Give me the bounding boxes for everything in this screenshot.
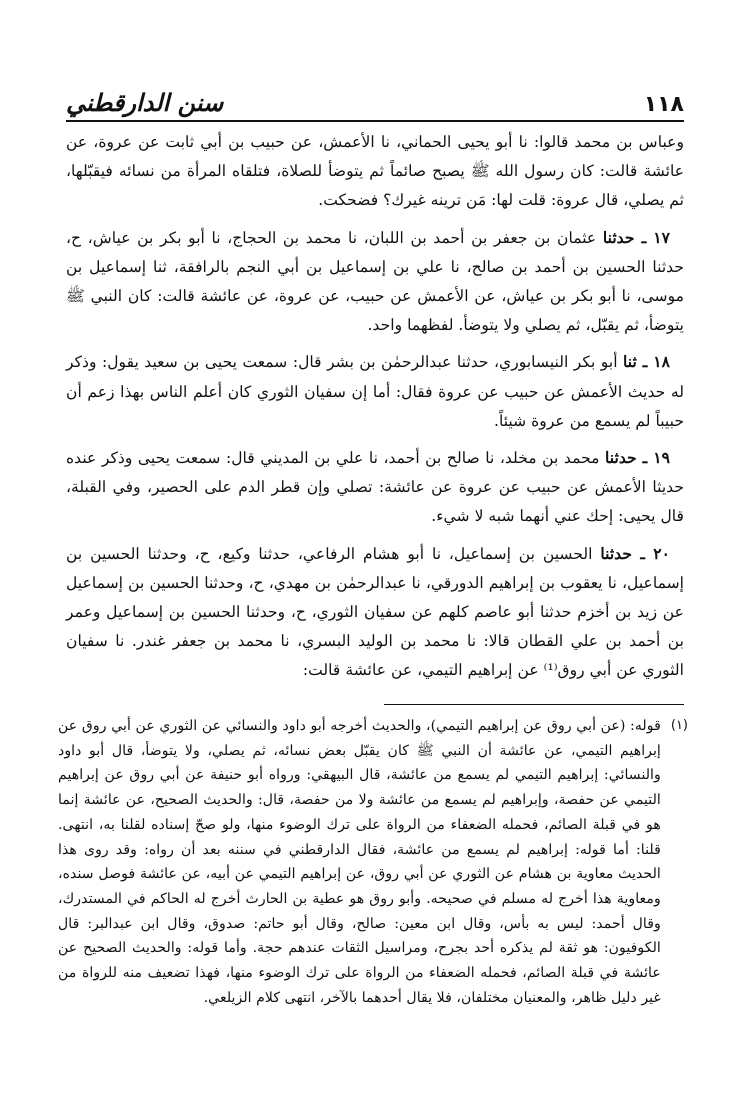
footnotes [58,714,688,1010]
paragraph-text: وعباس بن محمد قالوا: نا أبو يحيى الحماني، نا الأعمش، عن حبيب بن أبي ثابت عن عروة، عن عائشة قالت: كان رسول الله ﷺ يصبح صائماً ثم يتوضأ للصلاة، فتلقاه المرأة من نسائه فيقبّلها، ثم يصلي، قال عروة: قلت لها: مَن ترينه غيرك؟ فضحكت. [66,133,684,210]
hadith-number: ١٨ ـ ثنا [623,352,670,372]
paragraph-text: محمد بن مخلد، نا صالح بن أحمد، نا علي بن المديني قال: سمعت يحيى وذكر عنده حديثا الأعمش عن حبيب عن عروة عن عائشة: تصلي وإن قطر الدم على الحصير، وفي القبلة، قال يحيى: إحك عني أنهما شبه لا شيء. [66,449,684,526]
hadith-number: ١٧ ـ حدثنا [602,227,670,247]
paragraph-text: أبو بكر النيسابوري، حدثنا عبدالرحمٰن بن بشر قال: سمعت يحيى بن سعيد يقول: وذكر له حديث الأعمش عن حبيب عن عروة فقال: أما إن سفيان الثوري كان أعلم الناس بهذا زعم أن حبيباً لم يسمع من عروة شيئاً. [66,353,684,430]
page-number: ١١٨ [643,92,684,117]
hadith-17 [66,223,684,341]
footnote-1 [58,714,688,1010]
paragraph-text: عثمان بن جعفر بن أحمد بن اللبان، نا محمد بن الحجاج، نا أبو بكر بن عياش، ح، حدثنا الحسين بن أحمد بن صالح، نا علي بن إسماعيل بن أبي النجم بالرافقة، ثنا إسماعيل بن موسى، نا أبو بكر بن عياش، عن الأعمش عن حبيب، عن عروة، عن عائشة قالت: كان النبي ﷺ يتوضأ، ثم يقبّل، ثم يصلي ولا يتوضأ. لفظهما واحد. [66,228,684,335]
paragraph-continuation [66,128,684,216]
hadith-19 [66,443,684,532]
footnote-marker: (١) [670,718,688,733]
main-text [66,128,684,693]
running-title: سنن الدارقطني [66,88,224,117]
footnote-text: قوله: (عن أبي روق عن إبراهيم التيمي)، والحديث أخرجه أبو داود والنسائي عن الثوري عن أبي روق عن إبراهيم التيمي، عن عائشة أن النبي ﷺ كان يقبّل بعض نسائه، ثم يصلي، ولا يتوضأ، قال أبو داود والنسائي: إبراهيم التيمي لم يسمع من عائشة، قال البيهقي: ورواه أبو حنيفة عن أبي روق عن إبراهيم التيمي عن حفصة، وإبراهيم لم يسمع من عائشة ولا من حفصة، قال: والحديث الصحيح، عن عائشة إنما هو في قبلة الصائم، فحمله الضعفاء من الرواة على ترك الوضوء منها، ولو صحّ إسناده لقلنا به، انتهى. قلنا: أما قوله: إبراهيم لم يسمع من عائشة، فقال الدارقطني في سننه بعد أن رواه: وقد روى هذا الحديث معاوية بن هشام عن الثوري عن أبي روق، عن إبراهيم التيمي عن أبيه، عن عائشة فوصل سنده، ومعاوية هذا أخرج له مسلم في صحيحه. وأبو روق هو عطية بن الحارث أخرج له الحاكم في المستدرك، وقال أحمد: ليس به بأس، وقال ابن معين: صالح، وقال أبو حاتم: صدوق، وقال ابن عبدالبر: قال الكوفيون: هو ثقة لم يذكره أحد بجرح، ومراسيل الثقات عندهم حجة. وأما قوله: والحديث الصحيح عن عائشة في قبلة الصائم، فحمله الضعفاء من الرواة على ترك الوضوء منها، فهذا تضعيف منه للرواة من غير دليل ظاهر، والمعنيان مختلفان، فلا يقال أحدهما بالآخر، انتهى كلام الزيلعي. [58,718,661,1006]
hadith-20 [66,539,684,686]
hadith-18 [66,347,684,436]
page-header [66,82,684,122]
hadith-number: ٢٠ ـ حدثنا [600,543,670,563]
hadith-number: ١٩ ـ حدثنا [605,448,670,468]
paragraph-text: الحسين بن إسماعيل، نا أبو هشام الرفاعي، حدثنا وكيع، ح، وحدثنا الحسين بن إسماعيل، نا يعقوب بن إبراهيم الدورقي، نا عبدالرحمٰن بن مهدي، ح، وحدثنا الحسين بن إسماعيل عن زيد بن أخزم حدثنا أبو عاصم كلهم عن سفيان الثوري، ح، وحدثنا الحسين بن إسماعيل وعمر بن أحمد بن علي القطان قالا: نا محمد بن الوليد البسري، نا محمد بن جعفر غندر. نا سفيان الثوري عن أبي روق⁽¹⁾ عن إبراهيم التيمي، عن عائشة قالت: [66,544,684,680]
footnote-divider [384,704,684,705]
